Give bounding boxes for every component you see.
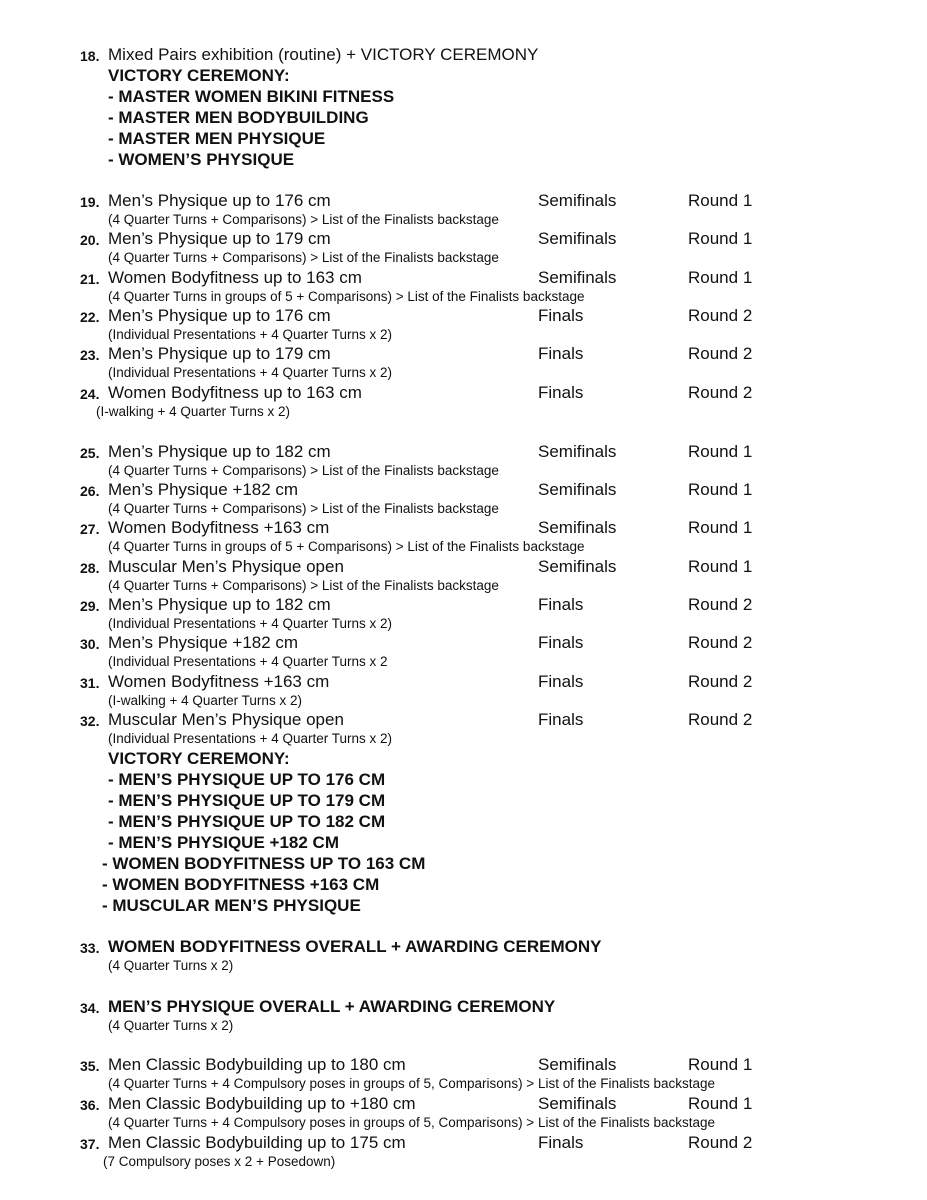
item-stage: Finals	[538, 633, 584, 652]
item-stage: Semifinals	[538, 442, 617, 461]
victory-ceremony-item: - WOMEN BODYFITNESS UP TO 163 CM	[102, 854, 426, 873]
item-stage: Finals	[538, 595, 584, 614]
item-title: Women Bodyfitness up to 163 cm	[108, 268, 362, 287]
item-title: Men’s Physique up to 179 cm	[108, 229, 331, 248]
item-description: (I-walking + 4 Quarter Turns x 2)	[108, 693, 302, 708]
victory-ceremony-heading: VICTORY CEREMONY:	[108, 66, 290, 85]
item-round: Round 2	[688, 672, 753, 691]
item-round: Round 2	[688, 344, 753, 363]
item-round: Round 1	[688, 480, 753, 499]
item-stage: Semifinals	[538, 268, 617, 287]
item-description: (4 Quarter Turns + 4 Compulsory poses in groups of 5, Comparisons) > List of the Finalists backstage	[108, 1115, 716, 1130]
item-stage: Finals	[538, 383, 584, 402]
item-description: (4 Quarter Turns + Comparisons) > List of the Finalists backstage	[108, 501, 499, 516]
item-description: (Individual Presentations + 4 Quarter Turns x 2)	[108, 616, 393, 631]
item-description: (Individual Presentations + 4 Quarter Turns x 2)	[108, 365, 393, 380]
victory-ceremony-item: - MASTER MEN PHYSIQUE	[108, 129, 326, 148]
item-description: (4 Quarter Turns x 2)	[108, 1018, 234, 1033]
item-number: 21.	[80, 271, 100, 287]
item-description: (I-walking + 4 Quarter Turns x 2)	[96, 404, 290, 419]
item-round: Round 1	[688, 1055, 753, 1074]
item-title: Mixed Pairs exhibition (routine) + VICTORY CEREMONY	[108, 45, 539, 64]
item-title: Men’s Physique up to 179 cm	[108, 344, 331, 363]
item-title: WOMEN BODYFITNESS OVERALL + AWARDING CEREMONY	[108, 937, 602, 956]
item-number: 20.	[80, 232, 100, 248]
item-title: Men’s Physique up to 182 cm	[108, 442, 331, 461]
victory-ceremony-item: - MEN’S PHYSIQUE UP TO 176 CM	[108, 770, 386, 789]
item-stage: Finals	[538, 672, 584, 691]
item-number: 30.	[80, 636, 100, 652]
item-number: 35.	[80, 1058, 100, 1074]
item-stage: Finals	[538, 710, 584, 729]
item-number: 26.	[80, 483, 100, 499]
item-number: 19.	[80, 194, 100, 210]
item-round: Round 2	[688, 595, 753, 614]
item-number: 31.	[80, 675, 100, 691]
item-round: Round 1	[688, 268, 753, 287]
item-description: (Individual Presentations + 4 Quarter Turns x 2	[108, 654, 388, 669]
item-number: 27.	[80, 521, 100, 537]
item-description: (4 Quarter Turns + Comparisons) > List of the Finalists backstage	[108, 212, 499, 227]
item-stage: Finals	[538, 1133, 584, 1152]
item-number: 32.	[80, 713, 100, 729]
item-stage: Semifinals	[538, 557, 617, 576]
item-round: Round 1	[688, 191, 753, 210]
victory-ceremony-item: - MASTER MEN BODYBUILDING	[108, 108, 369, 127]
item-stage: Semifinals	[538, 480, 617, 499]
item-description: (7 Compulsory poses x 2 + Posedown)	[103, 1154, 336, 1169]
item-number: 29.	[80, 598, 100, 614]
item-title: Women Bodyfitness +163 cm	[108, 672, 330, 691]
victory-ceremony-item: - WOMEN’S PHYSIQUE	[108, 150, 295, 169]
item-number: 28.	[80, 560, 100, 576]
victory-ceremony-item: - MASTER WOMEN BIKINI FITNESS	[108, 87, 395, 106]
item-title: Women Bodyfitness up to 163 cm	[108, 383, 362, 402]
item-title: Muscular Men’s Physique open	[108, 557, 344, 576]
item-round: Round 1	[688, 442, 753, 461]
victory-ceremony-item: - MEN’S PHYSIQUE UP TO 179 CM	[108, 791, 386, 810]
item-stage: Finals	[538, 344, 584, 363]
item-title: Men’s Physique +182 cm	[108, 480, 299, 499]
item-round: Round 1	[688, 1094, 753, 1113]
item-stage: Semifinals	[538, 518, 617, 537]
item-title: Men Classic Bodybuilding up to 175 cm	[108, 1133, 406, 1152]
item-description: (4 Quarter Turns + Comparisons) > List of the Finalists backstage	[108, 578, 499, 593]
item-description: (4 Quarter Turns x 2)	[108, 958, 234, 973]
item-number: 37.	[80, 1136, 100, 1152]
item-round: Round 2	[688, 1133, 753, 1152]
victory-ceremony-item: - MEN’S PHYSIQUE +182 CM	[108, 833, 339, 852]
item-description: (Individual Presentations + 4 Quarter Turns x 2)	[108, 327, 393, 342]
item-title: Muscular Men’s Physique open	[108, 710, 344, 729]
item-round: Round 1	[688, 229, 753, 248]
item-stage: Semifinals	[538, 1094, 617, 1113]
item-round: Round 2	[688, 383, 753, 402]
item-round: Round 2	[688, 633, 753, 652]
item-title: Men’s Physique up to 182 cm	[108, 595, 331, 614]
item-round: Round 2	[688, 710, 753, 729]
item-title: Men’s Physique +182 cm	[108, 633, 299, 652]
item-description: (4 Quarter Turns + Comparisons) > List of the Finalists backstage	[108, 250, 499, 265]
item-title: Men’s Physique up to 176 cm	[108, 191, 331, 210]
item-title: MEN’S PHYSIQUE OVERALL + AWARDING CEREMONY	[108, 997, 556, 1016]
item-title: Men’s Physique up to 176 cm	[108, 306, 331, 325]
item-round: Round 1	[688, 518, 753, 537]
item-stage: Semifinals	[538, 1055, 617, 1074]
victory-ceremony-item: - MEN’S PHYSIQUE UP TO 182 CM	[108, 812, 386, 831]
item-round: Round 2	[688, 306, 753, 325]
item-number: 25.	[80, 445, 100, 461]
item-number: 34.	[80, 1000, 100, 1016]
item-number: 24.	[80, 386, 100, 402]
item-description: (4 Quarter Turns + Comparisons) > List of the Finalists backstage	[108, 463, 499, 478]
item-stage: Semifinals	[538, 191, 617, 210]
item-description: (4 Quarter Turns in groups of 5 + Comparisons) > List of the Finalists backstage	[108, 289, 585, 304]
item-number: 36.	[80, 1097, 100, 1113]
item-number: 18.	[80, 48, 100, 64]
item-stage: Semifinals	[538, 229, 617, 248]
item-description: (4 Quarter Turns + 4 Compulsory poses in groups of 5, Comparisons) > List of the Finalists backstage	[108, 1076, 716, 1091]
victory-ceremony-item: - MUSCULAR MEN’S PHYSIQUE	[102, 896, 361, 915]
item-round: Round 1	[688, 557, 753, 576]
victory-ceremony-heading: VICTORY CEREMONY:	[108, 749, 290, 768]
victory-ceremony-item: - WOMEN BODYFITNESS +163 CM	[102, 875, 380, 894]
item-number: 33.	[80, 940, 100, 956]
item-title: Men Classic Bodybuilding up to +180 cm	[108, 1094, 416, 1113]
item-title: Women Bodyfitness +163 cm	[108, 518, 330, 537]
item-number: 22.	[80, 309, 100, 325]
item-description: (4 Quarter Turns in groups of 5 + Comparisons) > List of the Finalists backstage	[108, 539, 585, 554]
item-title: Men Classic Bodybuilding up to 180 cm	[108, 1055, 406, 1074]
item-description: (Individual Presentations + 4 Quarter Turns x 2)	[108, 731, 393, 746]
item-stage: Finals	[538, 306, 584, 325]
item-number: 23.	[80, 347, 100, 363]
